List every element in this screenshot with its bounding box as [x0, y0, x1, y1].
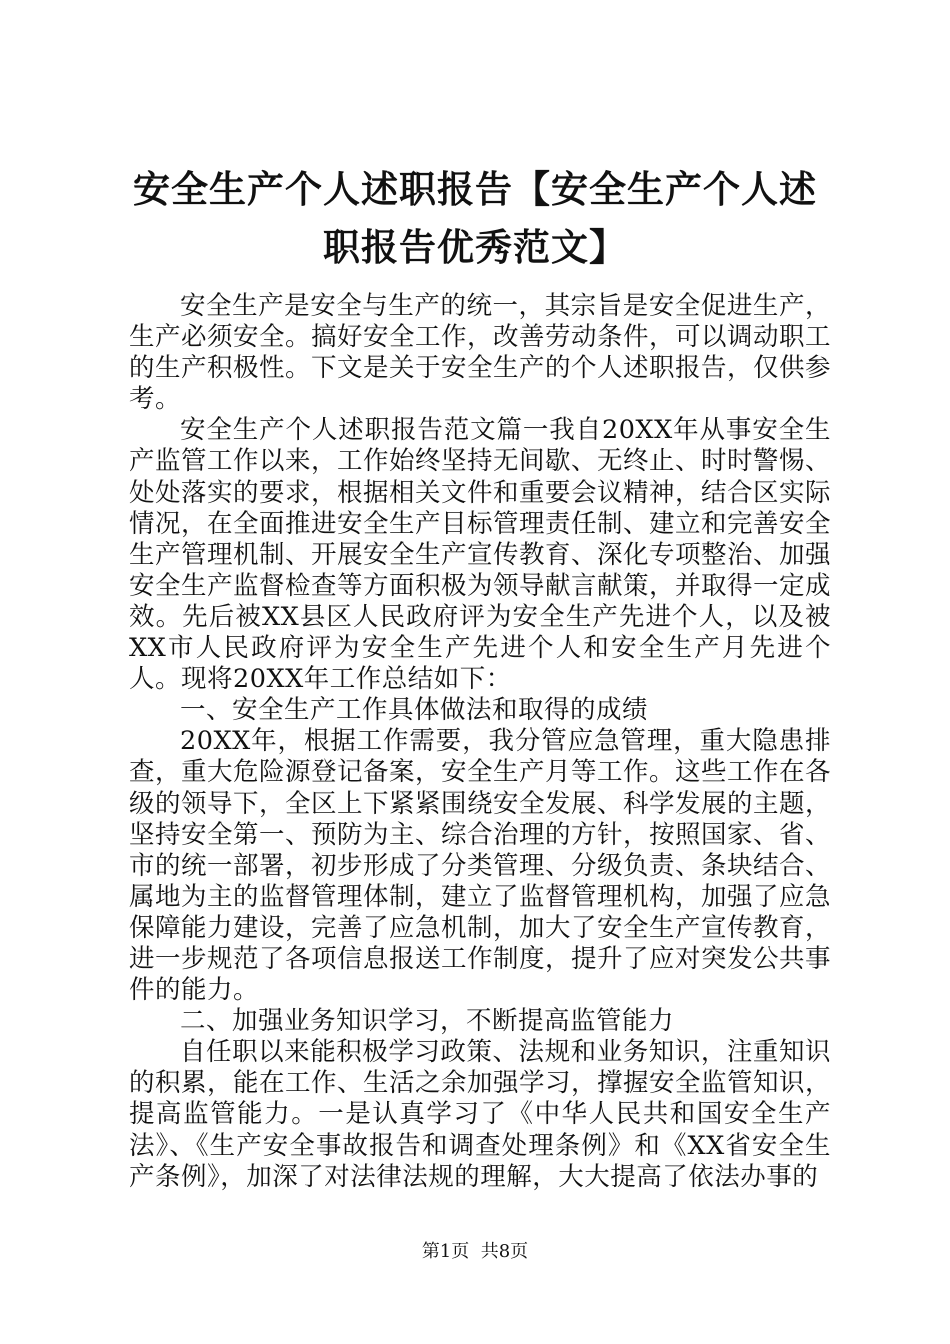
paragraph-intro: 安全生产是安全与生产的统一，其宗旨是安全促进生产，生产必须安全。搞好安全工作，改善劳动条件，可以调动职工的生产积极性。下文是关于安全生产的个人述职报告，仅供参考。: [129, 291, 832, 415]
document-title: 安全生产个人述职报告【安全生产个人述职报告优秀范文】: [133, 167, 817, 269]
page-number: 第1页: [421, 1241, 470, 1262]
paragraph-report-opening: 安全生产个人述职报告范文篇一我自20XX年从事安全生产监管工作以来，工作始终坚持无间歇、无终止、时时警惕、处处落实的要求，根据相关文件和重要会议精神，结合区实际情况，在全面推进安全生产目标管理责任制、建立和完善安全生产管理机制、开展安全生产宣传教育、深化专项整治、加强安全生产监督检查等方面积极为领导献言献策，并取得一定成效。先后被XX县区人民政府评为安全生产先进个人，以及被XX市人民政府评为安全生产先进个人和安全生产月先进个人。现将20XX年工作总结如下：: [129, 415, 832, 695]
paragraph-section-2: 自任职以来能积极学习政策、法规和业务知识，注重知识的积累，能在工作、生活之余加强学习，撑握安全监管知识，提高监管能力。一是认真学习了《中华人民共和国安全生产法》、《生产安全事故报告和调查处理条例》和《XX省安全生产条例》，加深了对法律法规的理解，大大提高了依法办事的: [129, 1037, 832, 1192]
section-heading-1: 一、安全生产工作具体做法和取得的成绩: [180, 695, 649, 726]
document-body: [129, 291, 831, 1193]
paragraph-section-1: 20XX年，根据工作需要，我分管应急管理，重大隐患排查，重大危险源登记备案，安全生产月等工作。这些工作在各级的领导下，全区上下紧紧围绕安全发展、科学发展的主题，坚持安全第一、预防为主、综合治理的方针，按照国家、省、市的统一部署，初步形成了分类管理、分级负责、条块结合、属地为主的监督管理体制，建立了监督管理机构，加强了应急保障能力建设，完善了应急机制，加大了安全生产宣传教育，进一步规范了各项信息报送工作制度，提升了应对突发公共事件的能力。: [129, 726, 832, 1006]
section-heading-2: 二、加强业务知识学习，不断提高监管能力: [180, 1006, 675, 1037]
page-total: 共8页: [480, 1241, 529, 1262]
page-footer: [0, 1240, 950, 1264]
